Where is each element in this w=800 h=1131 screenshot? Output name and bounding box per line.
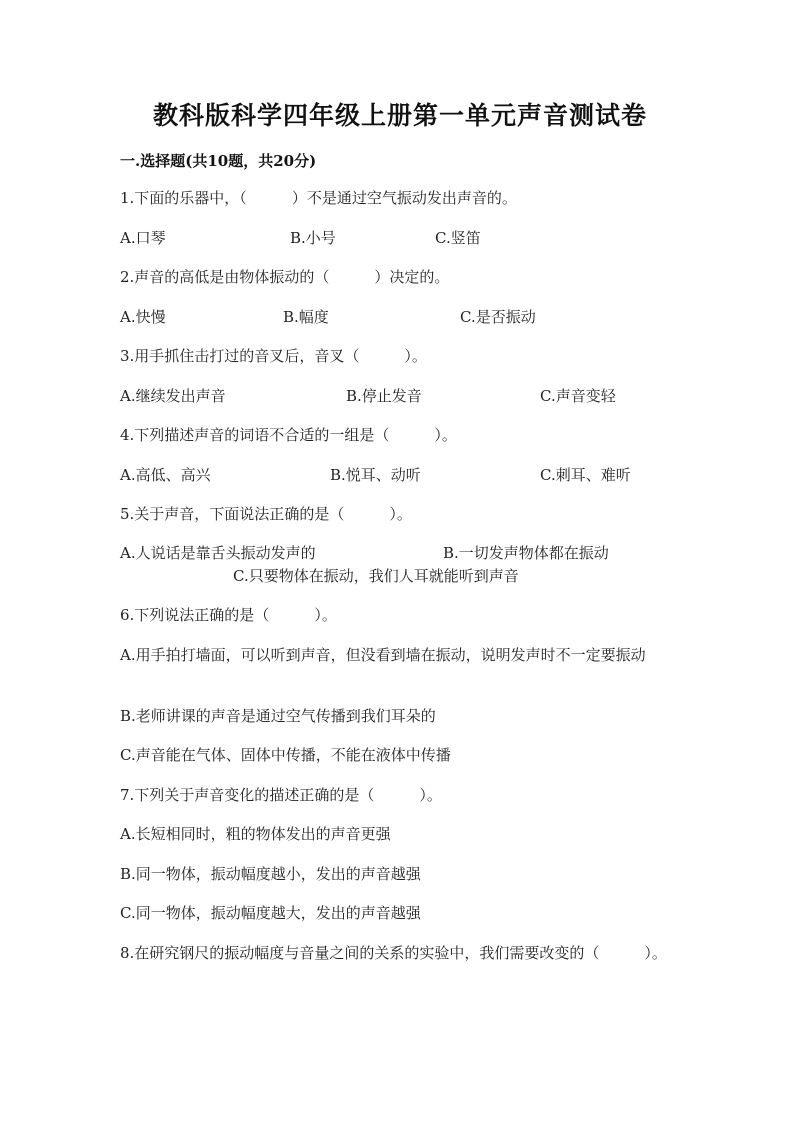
question-stem-2: 2.声音的高低是由物体振动的（ ）决定的。: [120, 268, 450, 286]
question-3-option-c: C.声音变轻: [540, 387, 616, 405]
question-2-option-c: C.是否振动: [460, 308, 536, 326]
question-6-option-c: C.声音能在气体、固体中传播，不能在液体中传播: [120, 746, 451, 764]
question-stem-7: 7.下列关于声音变化的描述正确的是（ ）。: [120, 786, 442, 804]
question-4-option-b: B.悦耳、动听: [330, 466, 421, 484]
question-1-option-b: B.小号: [290, 229, 336, 247]
question-1-option-a: A.口琴: [120, 229, 166, 247]
section-heading: 一.选择题(共10题，共20分): [120, 152, 317, 170]
question-3-option-b: B.停止发音: [346, 387, 422, 405]
question-3-option-a: A.继续发出声音: [120, 387, 226, 405]
question-stem-6: 6.下列说法正确的是（ ）。: [120, 606, 337, 624]
question-4-option-c: C.刺耳、难听: [540, 466, 631, 484]
question-2-option-a: A.快慢: [120, 308, 166, 326]
question-7-option-b: B.同一物体，振动幅度越小，发出的声音越强: [120, 865, 421, 883]
question-7-option-a: A.长短相同时，粗的物体发出的声音更强: [120, 825, 391, 843]
question-5-option-b: B.一切发声物体都在振动: [443, 544, 609, 562]
question-stem-5: 5.关于声音，下面说法正确的是（ ）。: [120, 505, 412, 523]
question-stem-3: 3.用手抓住击打过的音叉后，音叉（ ）。: [120, 347, 427, 365]
question-stem-4: 4.下列描述声音的词语不合适的一组是（ ）。: [120, 426, 457, 444]
question-6-option-b: B.老师讲课的声音是通过空气传播到我们耳朵的: [120, 707, 436, 725]
question-5-option-c: C.只要物体在振动，我们人耳就能听到声音: [233, 567, 519, 585]
question-2-option-b: B.幅度: [283, 308, 329, 326]
question-4-option-a: A.高低、高兴: [120, 466, 211, 484]
question-7-option-c: C.同一物体，振动幅度越大，发出的声音越强: [120, 904, 421, 922]
question-1-option-c: C.竖笛: [435, 229, 481, 247]
question-6-option-a: A.用手拍打墙面，可以听到声音，但没看到墙在振动，说明发声时不一定要振动: [120, 646, 646, 664]
question-5-option-a: A.人说话是靠舌头振动发声的: [120, 544, 316, 562]
question-stem-8: 8.在研究钢尺的振动幅度与音量之间的关系的实验中，我们需要改变的（ ）。: [120, 944, 667, 962]
page-title: 教科版科学四年级上册第一单元声音测试卷: [152, 101, 647, 130]
question-stem-1: 1.下面的乐器中，（ ）不是通过空气振动发出声音的。: [120, 189, 517, 207]
